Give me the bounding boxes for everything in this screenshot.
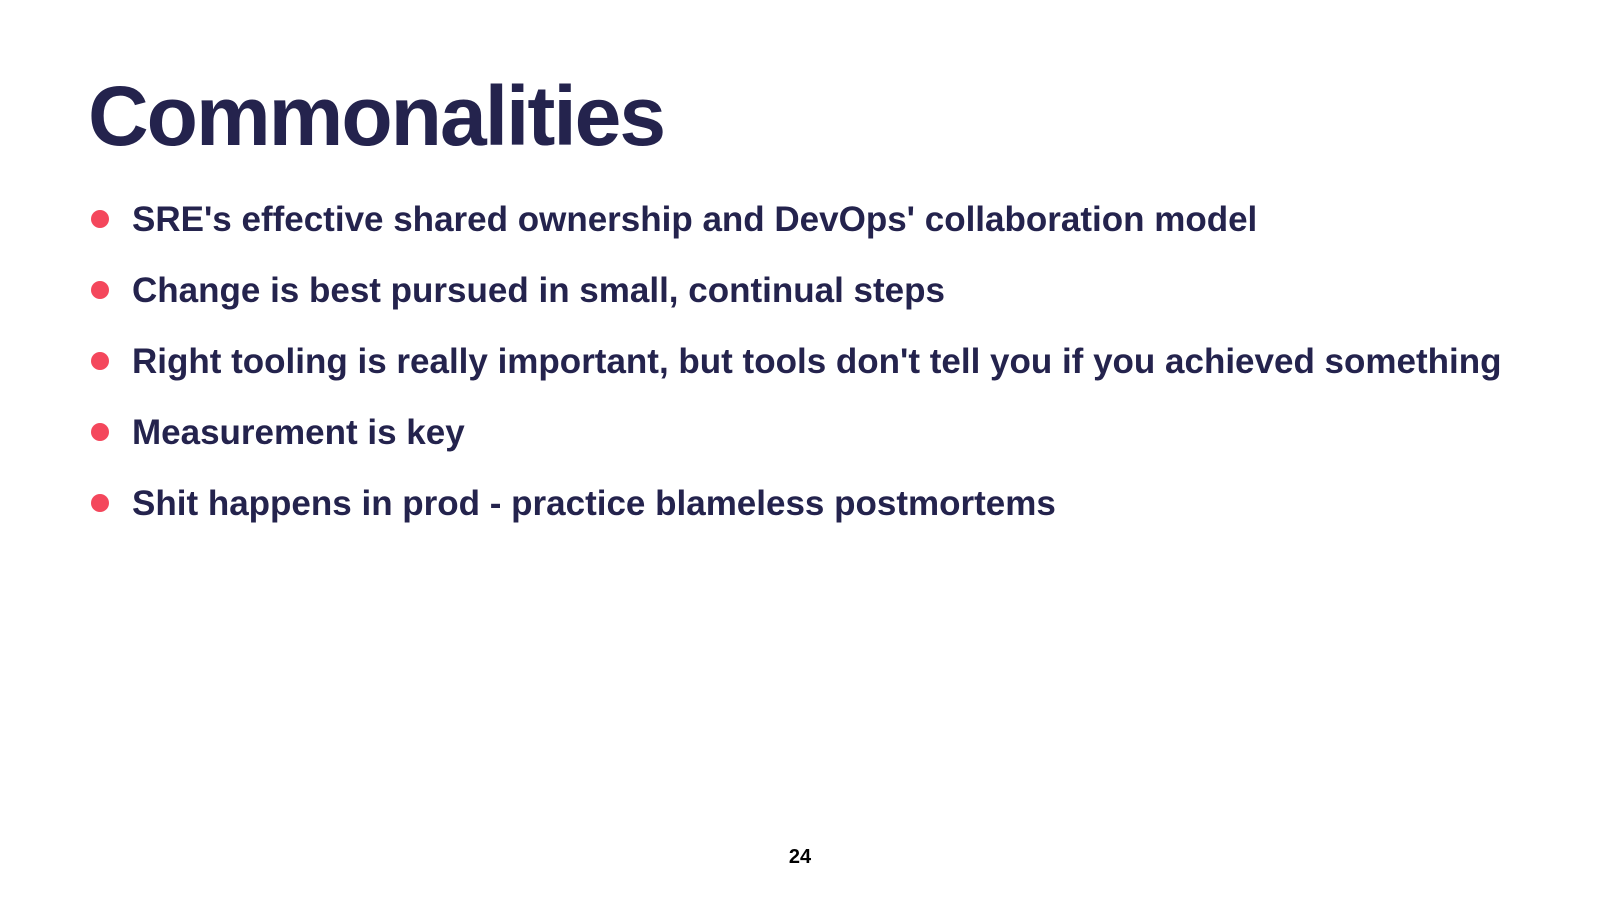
bullet-dot-icon — [91, 281, 109, 299]
bullet-dot-icon — [91, 423, 109, 441]
bullet-list — [88, 196, 1508, 551]
bullet-text: SRE's effective shared ownership and DevOps' collaboration model — [132, 200, 1258, 239]
bullet-text: Change is best pursued in small, continual steps — [132, 271, 945, 310]
bullet-dot-icon — [91, 210, 109, 228]
bullet-dot-icon — [91, 352, 109, 370]
bullet-text: Shit happens in prod - practice blameless postmortems — [132, 484, 1056, 523]
bullet-item — [88, 409, 1508, 456]
bullet-dot-icon — [91, 494, 109, 512]
bullet-item — [88, 480, 1508, 527]
bullet-item — [88, 196, 1508, 243]
bullet-text: Measurement is key — [132, 413, 465, 452]
slide-title: Commonalities — [88, 69, 665, 163]
bullet-text: Right tooling is really important, but tools don't tell you if you achieved something — [132, 342, 1502, 381]
bullet-item — [88, 267, 1508, 314]
page-number: 24 — [788, 846, 812, 868]
bullet-item — [88, 338, 1508, 385]
